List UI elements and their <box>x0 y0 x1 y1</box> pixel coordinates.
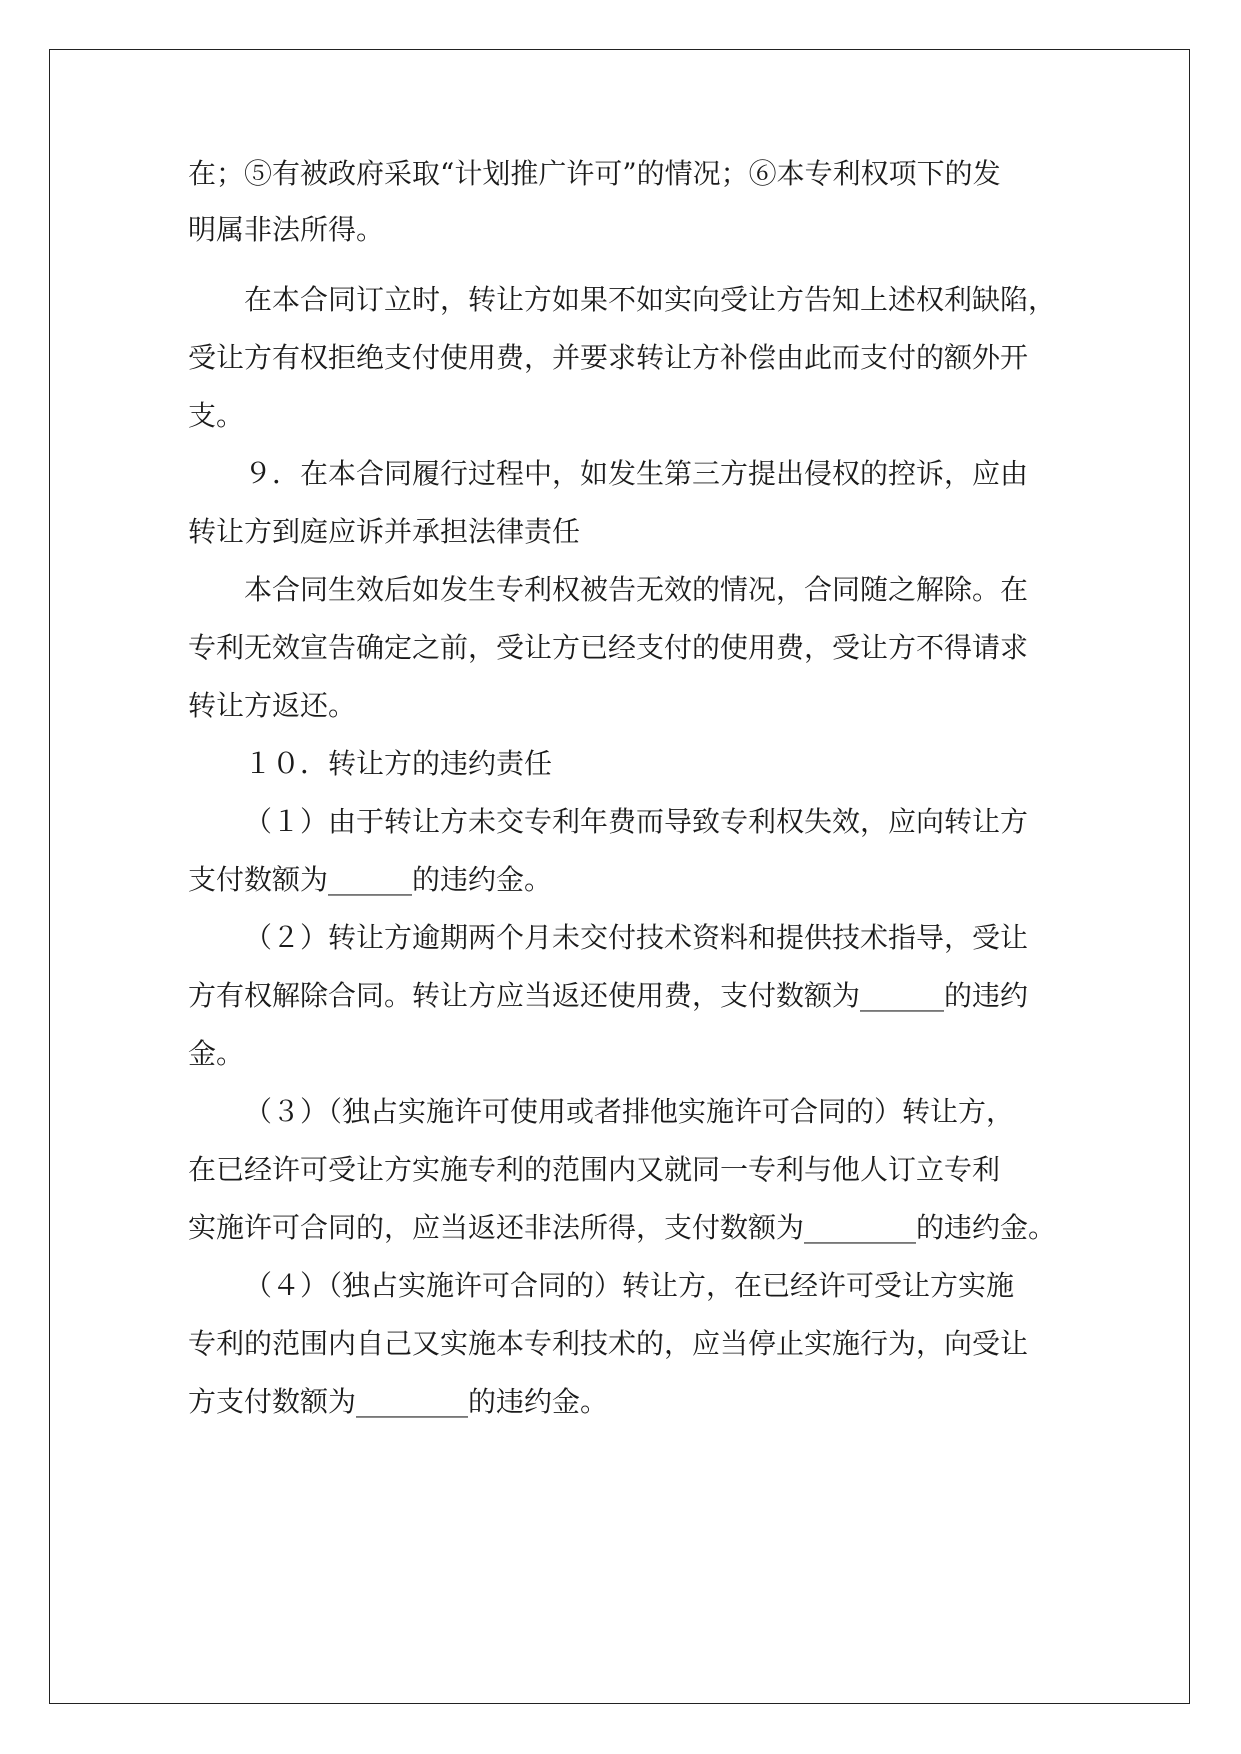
text-line: １０．转让方的违约责任 <box>244 747 553 780</box>
text-line: 专利无效宣告确定之前，受让方已经支付的使用费，受让方不得请求 <box>188 631 1029 664</box>
text-line: 实施许可合同的，应当返还非法所得，支付数额为________的违约金。 <box>188 1211 1057 1244</box>
text-line: 明属非法所得。 <box>188 213 385 246</box>
text-line: （４）（独占实施许可合同的）转让方，在已经许可受让方实施 <box>244 1269 1015 1302</box>
text-line: 金。 <box>188 1037 245 1070</box>
text-line: 方支付数额为________的违约金。 <box>188 1385 609 1418</box>
text-line: 方有权解除合同。转让方应当返还使用费，支付数额为______的违约 <box>188 979 1029 1012</box>
text-line: 在已经许可受让方实施专利的范围内又就同一专利与他人订立专利 <box>188 1153 1001 1186</box>
text-line: （１）由于转让方未交专利年费而导致专利权失效，应向转让方 <box>244 805 1029 838</box>
text-line: ９．在本合同履行过程中，如发生第三方提出侵权的控诉，应由 <box>244 457 1029 490</box>
text-line: 支。 <box>188 399 245 432</box>
text-line: （３）（独占实施许可使用或者排他实施许可合同的）转让方， <box>244 1095 1015 1128</box>
text-line: （２）转让方逾期两个月未交付技术资料和提供技术指导，受让 <box>244 921 1029 954</box>
text-line: 在本合同订立时，转让方如果不如实向受让方告知上述权利缺陷， <box>244 283 1057 316</box>
text-line: 转让方返还。 <box>188 689 357 722</box>
text-line: 转让方到庭应诉并承担法律责任 <box>188 515 581 548</box>
text-line: 在；⑤有被政府采取“计划推广许可”的情况；⑥本专利权项下的发 <box>188 157 1001 190</box>
text-line: 本合同生效后如发生专利权被告无效的情况，合同随之解除。在 <box>244 573 1029 606</box>
text-line: 支付数额为______的违约金。 <box>188 863 553 896</box>
text-line: 受让方有权拒绝支付使用费，并要求转让方补偿由此而支付的额外开 <box>188 341 1029 374</box>
text-line: 专利的范围内自己又实施本专利技术的，应当停止实施行为，向受让 <box>188 1327 1029 1360</box>
